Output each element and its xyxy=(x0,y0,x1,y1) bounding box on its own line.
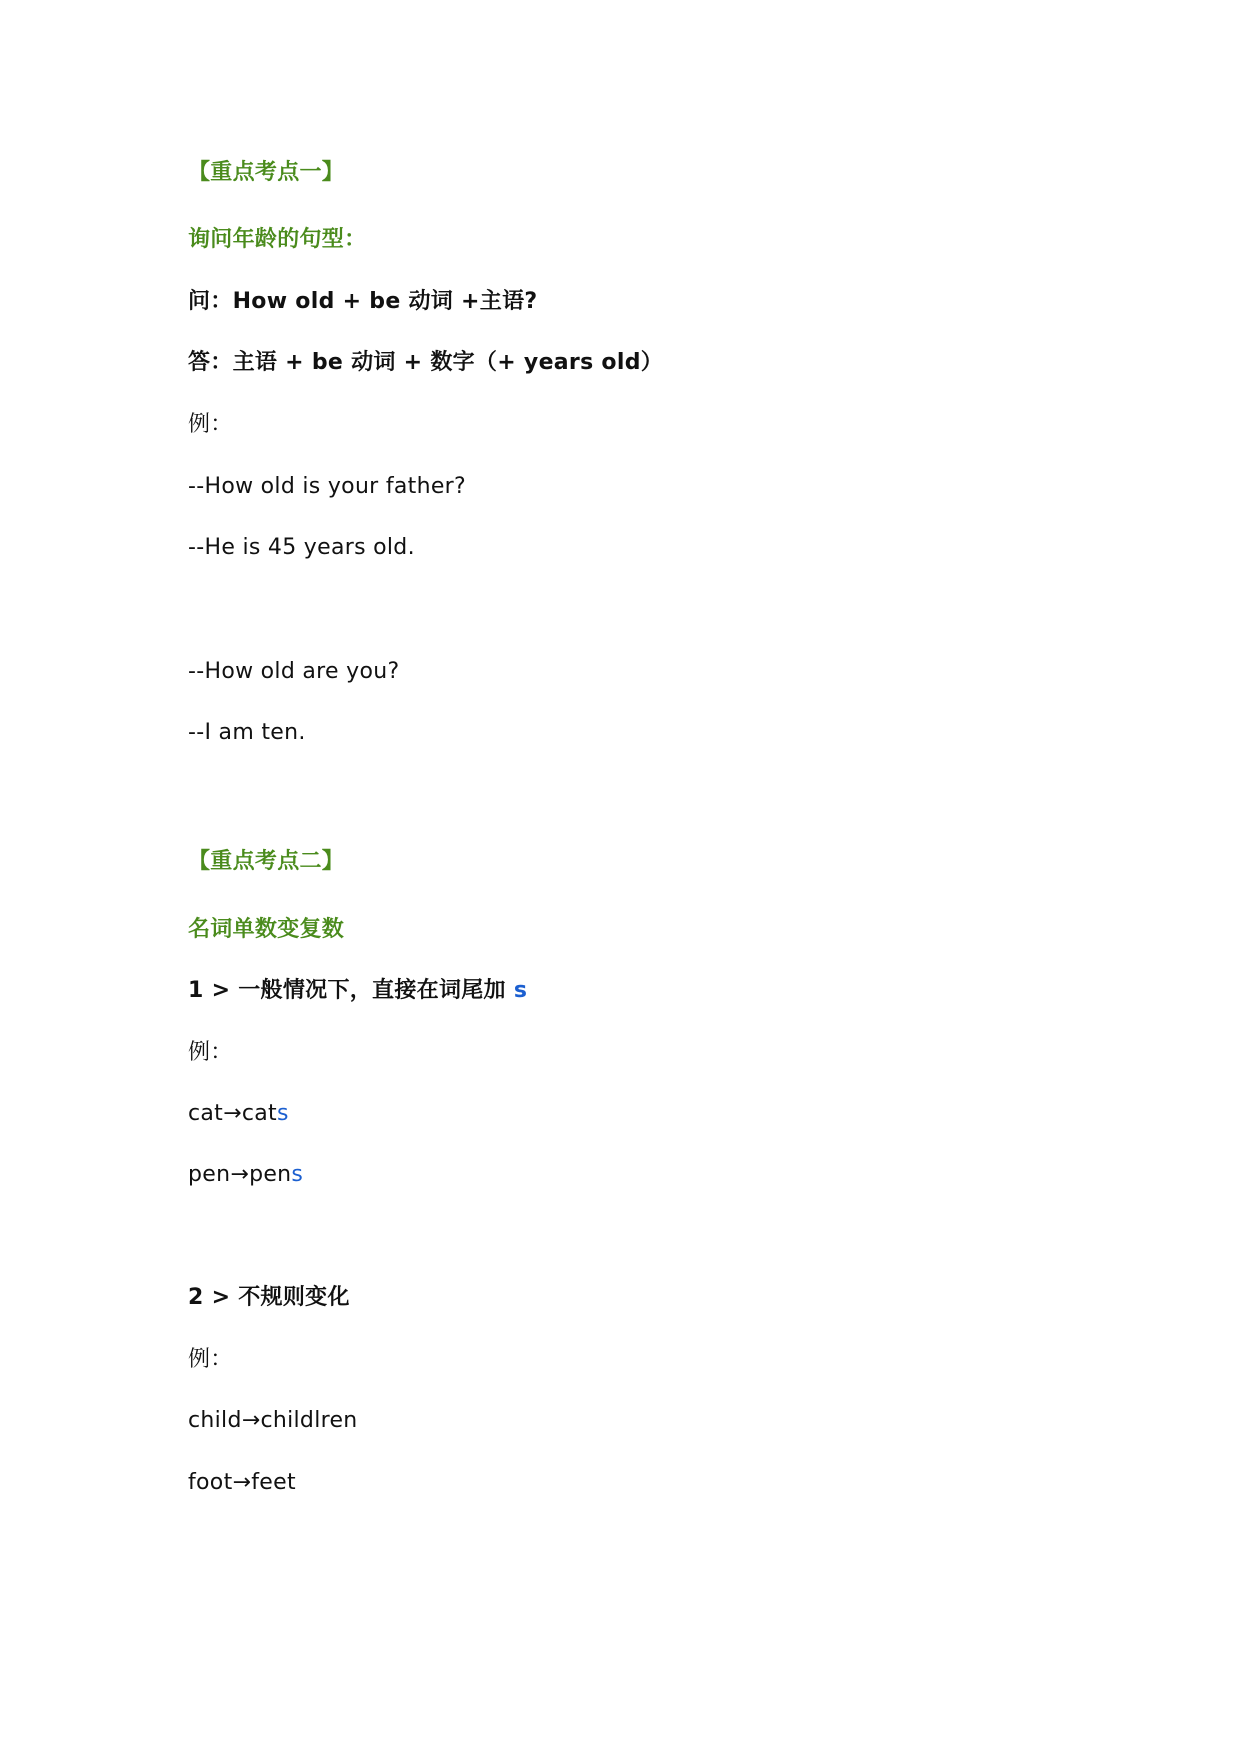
plural-example-suffix: s xyxy=(276,1101,289,1126)
example-label: 例： xyxy=(188,412,233,437)
answer-pattern: 答：主语 + be 动词 + 数字（+ years old） xyxy=(188,350,664,375)
irregular-example: child→childlren xyxy=(188,1408,358,1433)
rule1 xyxy=(188,976,527,1006)
plural-example xyxy=(188,1160,303,1190)
example-label: 例： xyxy=(188,1040,233,1065)
example-line: --How old is your father? xyxy=(188,474,466,499)
example-line: --How old are you? xyxy=(188,659,400,684)
example-line: --He is 45 years old. xyxy=(188,535,415,560)
plural-example-suffix: s xyxy=(291,1162,304,1187)
example-label: 例： xyxy=(188,1347,233,1372)
plural-example-base: pen→pen xyxy=(188,1162,292,1187)
section1-heading: 【重点考点一】 xyxy=(188,160,345,185)
example-line: --I am ten. xyxy=(188,720,306,745)
question-pattern: 问：How old + be 动词 +主语? xyxy=(188,289,538,314)
rule2: 2 > 不规则变化 xyxy=(188,1285,350,1310)
section1-subheading: 询问年龄的句型： xyxy=(188,227,367,252)
plural-example-base: cat→cat xyxy=(188,1101,277,1126)
section2-subheading: 名词单数变复数 xyxy=(188,917,345,942)
rule1-text: 1 > 一般情况下，直接在词尾加 xyxy=(188,978,506,1003)
irregular-example: foot→feet xyxy=(188,1470,296,1495)
rule1-highlight: s xyxy=(513,978,528,1003)
section2-heading: 【重点考点二】 xyxy=(188,849,345,874)
plural-example xyxy=(188,1099,289,1129)
